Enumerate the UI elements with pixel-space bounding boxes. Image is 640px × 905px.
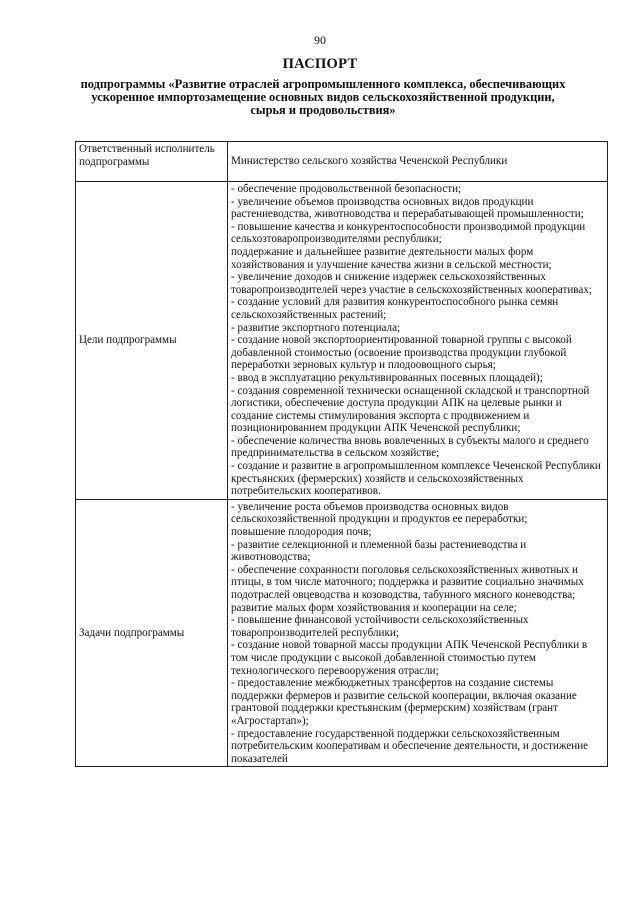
responsible-label: Ответственный исполнитель подпрограммы [76, 142, 228, 182]
tasks-list [228, 499, 608, 766]
list-item: - создание новой экспортоориентированной товарной группы с высокой добавленной стоимостью (освоение производства продукции глубокой переработки зерновых культур и плодоовощного сырья; [231, 334, 572, 372]
list-item: - развитие селекционной и племенной базы растениеводства и животноводства; [231, 538, 527, 564]
list-item: - предоставление государственной поддержки сельскохозяйственным потребительским кооперативам и обеспечение деятельности, и достижение показателей [231, 727, 589, 765]
list-item: - создания современной технически оснащенной складской и транспортной логистики, обеспечение доступа продукции АПК на целевые рынки и создание системы стимулирования экспорта с продвижением и позиционированием продукции АПК Чеченской республики; [231, 384, 590, 435]
list-item: - обеспечение продовольственной безопасности; [231, 183, 462, 195]
goals-label: Цели подпрограммы [76, 182, 228, 500]
document-subtitle: подпрограммы «Развитие отраслей агропромышленного комплекса, обеспечивающих ускоренное импортозамещение основных видов сельскохозяйственной продукции, сырья и продовольствия» [80, 77, 566, 117]
list-item: - повышение финансовой устойчивости сельскохозяйственных товаропроизводителей республики; [231, 614, 529, 639]
list-item: повышение плодородия почв; [231, 526, 372, 539]
document-title: ПАСПОРТ [282, 56, 358, 72]
list-item: - обеспечение сохранности поголовья сельскохозяйственных животных и птицы, в том числе маточного; поддержка и развитие социально значимых подотраслей овцеводства и козоводства, табунного мясного коневодства; развитие малых форм хозяйствования и кооперации на селе; [231, 563, 584, 614]
list-item: - увеличение роста объемов производства основных видов сельскохозяйственной продукции и продуктов ее переработки; [231, 500, 528, 526]
page-number: 90 [314, 33, 326, 47]
list-item: поддержание и дальнейшее развитие деятельности малых форм хозяйствования и улучшение качества жизни в сельской местности; [231, 245, 552, 271]
list-item: - повышение качества и конкурентоспособности производимой продукции сельхозтоваропроизводителями республики; [231, 220, 586, 246]
list-item: - развитие экспортного потенциала; [231, 321, 401, 334]
list-item: - ввод в эксплуатацию рекультивированных посевных площадей); [231, 371, 543, 384]
goals-list [228, 182, 608, 500]
list-item: - создание условий для развития конкурентоспособного рынка семян сельскохозяйственных растений; [231, 296, 559, 321]
table-row-goals [76, 182, 608, 500]
list-item: - создание и развитие в агропромышленном комплексе Чеченской Республики крестьянских (фермерских) хозяйств и сельскохозяйственных потребительских кооперативов. [231, 460, 601, 498]
table-row-tasks [76, 499, 608, 766]
list-item: - увеличение объемов производства основных видов продукции растениеводства, животноводства и перерабатывающей промышленности; [231, 195, 584, 221]
list-item: - обеспечение количества вновь вовлеченных в субъекты малого и среднего предпринимательства в сельском хозяйстве; [231, 434, 589, 460]
responsible-value: Министерство сельского хозяйства Чеченской Республики [228, 142, 608, 182]
passport-table [75, 141, 608, 767]
list-item: - увеличение доходов и снижение издержек сельскохозяйственных товаропроизводителей через участие в сельскохозяйственных кооперативах; [231, 271, 592, 296]
tasks-label: Задачи подпрограммы [76, 499, 228, 766]
list-item: - предоставление межбюджетных трансфертов на создание системы поддержки фермеров и развитие сельской кооперации, включая оказание грантовой поддержки крестьянским (фермерским) хозяйствам (грант «Агростартап»); [231, 677, 577, 727]
list-item: - создание новой товарной массы продукции АПК Чеченской Республики в том числе продукции с высокой добавленной стоимостью путем технологического перевооружения отрасли; [231, 639, 588, 677]
table-row-responsible [76, 142, 608, 182]
